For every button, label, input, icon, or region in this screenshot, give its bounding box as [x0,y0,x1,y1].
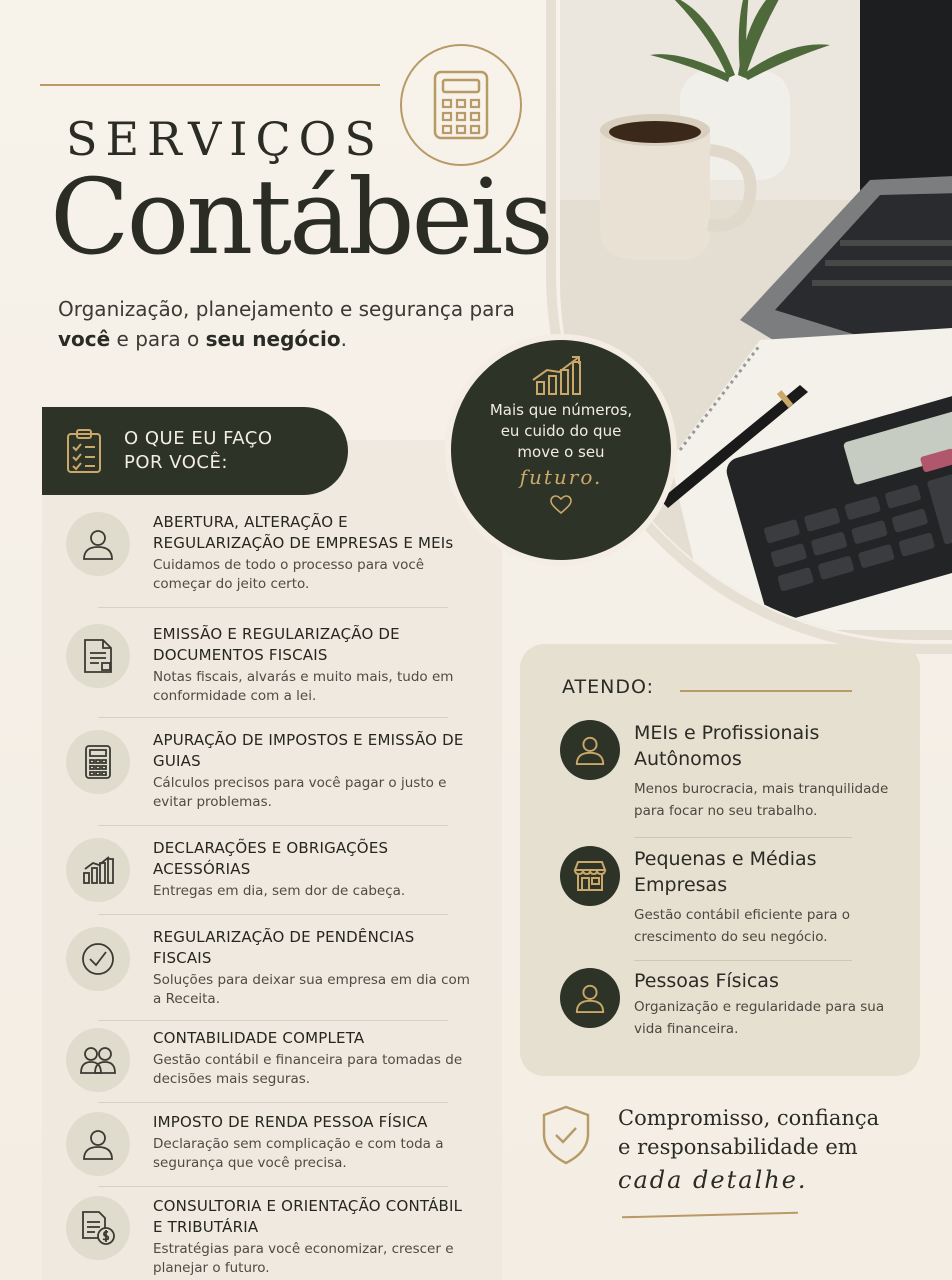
subtitle-part-1: Organização, planejamento e segurança para [58,297,515,321]
service-title: APURAÇÃO DE IMPOSTOS E EMISSÃO DE GUIAS [153,731,464,770]
service-description: Entregas em dia, sem dor de cabeça. [153,883,406,899]
service-title: CONTABILIDADE COMPLETA [153,1029,365,1047]
divider [634,837,852,838]
service-description: Declaração sem complicação e com toda a segurança que você precisa. [153,1136,444,1171]
service-title: CONSULTORIA E ORIENTAÇÃO CONTÁBIL E TRIBUTÁRIA [153,1197,463,1236]
service-icon-circle [66,730,130,794]
shield-icon [540,1104,592,1166]
service-title: EMISSÃO E REGULARIZAÇÃO DE DOCUMENTOS FISCAIS [153,625,400,664]
audience-title: Pessoas Físicas [634,970,779,992]
service-description: Gestão contábil e financeira para tomadas de decisões mais seguras. [153,1052,463,1087]
divider [98,607,448,608]
motto-line-2: eu cuido do que [500,422,622,440]
audience-item [560,846,910,956]
calculator-icon [433,70,489,140]
divider [98,1020,448,1021]
audience-icon-circle [560,968,620,1028]
title-divider [40,84,380,86]
title-line-1: SERVIÇOS [66,112,384,166]
subtitle-end: . [340,327,347,351]
commitment-text [618,1104,879,1195]
subtitle-part-2: e para o [110,327,206,351]
divider [98,825,448,826]
service-title: ABERTURA, ALTERAÇÃO E REGULARIZAÇÃO DE EMPRESAS E MEIs [153,513,454,552]
audience-description: Organização e regularidade para sua vida financeira. [634,999,885,1037]
audience-description: Gestão contábil eficiente para o crescimento do seu negócio. [634,907,851,945]
services-header-line-2: POR VOCÊ: [124,452,228,473]
subtitle [58,294,518,354]
subtitle-bold-2: seu negócio [205,327,341,351]
people-icon [79,1045,117,1075]
document-icon [83,638,113,674]
motto-line-3: move o seu [517,443,605,461]
service-item [66,1196,463,1280]
divider [98,914,448,915]
service-item [66,730,464,820]
title-line-2: Contábeis [50,156,551,278]
service-item [66,838,456,908]
audience-title: Pequenas e Médias Empresas [634,848,817,896]
motto-text [490,400,632,463]
service-description: Notas fiscais, alvarás e muito mais, tudo em conformidade com a lei. [153,669,454,704]
bar-chart-icon [81,855,115,885]
service-icon-circle [66,1028,130,1092]
services-header-line-1: O QUE EU FAÇO [124,428,273,449]
check-circle-icon [80,941,116,977]
growth-chart-icon [531,354,591,396]
person-icon [574,734,606,766]
audience-item [560,968,910,1058]
service-description: Estratégias para você economizar, crescer e planejar o futuro. [153,1241,454,1276]
clipboard-icon [66,428,102,474]
person-icon [81,527,115,561]
money-document-icon [81,1210,115,1246]
service-title: DECLARAÇÕES E OBRIGAÇÕES ACESSÓRIAS [153,839,389,878]
store-icon [573,860,607,892]
service-item [66,927,470,1017]
audience-item [560,720,910,830]
audience-description: Menos burocracia, mais tranquilidade para focar no seu trabalho. [634,781,889,819]
service-description: Soluções para deixar sua empresa em dia com a Receita. [153,972,470,1007]
service-title: REGULARIZAÇÃO DE PENDÊNCIAS FISCAIS [153,928,415,967]
service-icon-circle [66,512,130,576]
service-title: IMPOSTO DE RENDA PESSOA FÍSICA [153,1113,428,1131]
commitment-line-2: e responsabilidade em [618,1135,858,1159]
commitment-line-1: Compromisso, confiança [618,1106,880,1130]
person-icon [81,1127,115,1161]
service-icon-circle [66,1196,130,1260]
divider [634,960,852,961]
calculator-badge [400,44,522,166]
service-item [66,624,456,714]
service-icon-circle [66,1112,130,1176]
service-icon-circle [66,624,130,688]
motto-emphasis: futuro. [519,465,603,489]
service-item [66,1028,463,1098]
service-description: Cuidamos de todo o processo para você começar do jeito certo. [153,557,425,592]
service-item [66,512,456,602]
audience-header-line [680,690,852,692]
audience-icon-circle [560,846,620,906]
audience-header: ATENDO: [562,676,654,698]
divider [98,1186,448,1187]
audience-icon-circle [560,720,620,780]
service-icon-circle [66,927,130,991]
person-icon [574,982,606,1014]
services-header-tab [42,407,348,495]
service-icon-circle [66,838,130,902]
subtitle-bold-1: você [58,327,111,351]
heart-icon [550,495,572,515]
divider [98,717,448,718]
services-header-text [124,427,273,475]
commitment-line-3: cada detalhe. [618,1166,808,1194]
motto-line-1: Mais que números, [489,401,633,419]
audience-title: MEIs e Profissionais Autônomos [634,722,820,770]
motto-badge [445,334,677,566]
service-item [66,1112,456,1182]
divider [98,1102,448,1103]
calculator-icon [84,744,112,780]
commitment-underline [622,1212,798,1219]
service-description: Cálculos precisos para você pagar o justo e evitar problemas. [153,775,447,810]
